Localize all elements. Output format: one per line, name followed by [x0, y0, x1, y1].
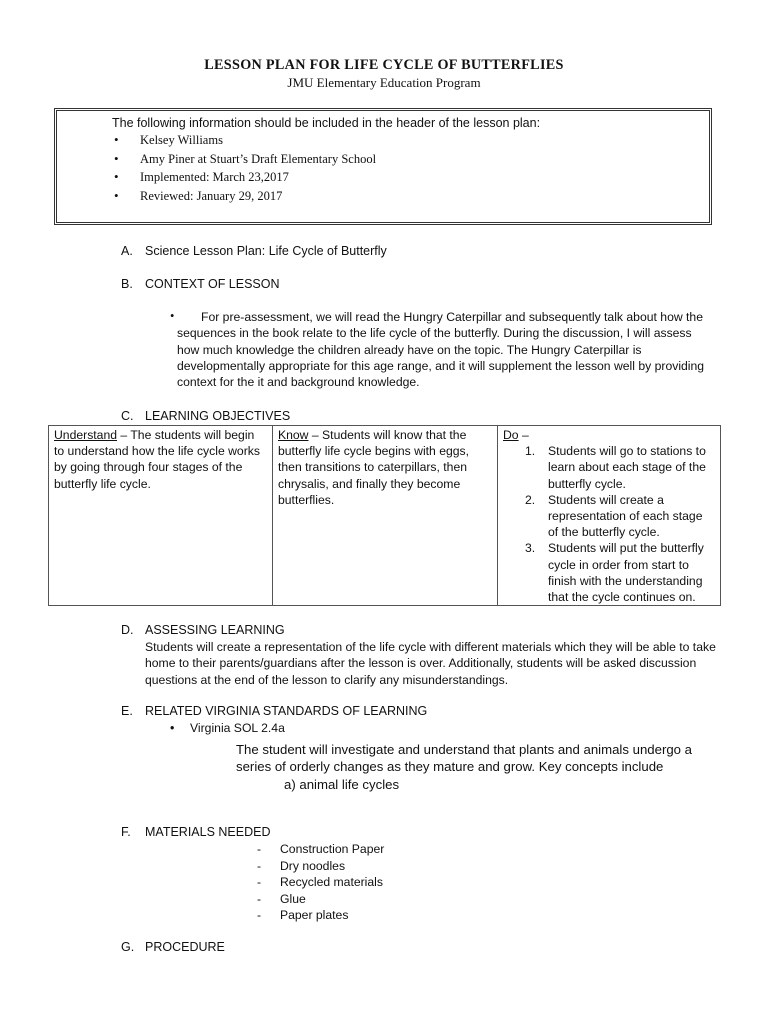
section-b-heading	[121, 277, 280, 291]
materials-list	[257, 841, 384, 924]
header-item-implemented: • Implemented: March 23,2017	[112, 168, 376, 187]
do-cell	[498, 426, 721, 606]
section-c-title: LEARNING OBJECTIVES	[145, 409, 291, 423]
learning-objectives-table	[48, 425, 721, 606]
list-item: - Glue	[257, 891, 384, 908]
assessing-paragraph: Students will create a representation of the life cycle with different materials which they will be able to take home to their parents/guardians after the lesson is over. Additionally, students will be asked discussion questions at the end of the lesson to clarify any misunderstandings.	[145, 640, 716, 687]
section-b-title: CONTEXT OF LESSON	[145, 277, 280, 291]
section-f-title: MATERIALS NEEDED	[145, 825, 271, 839]
section-f-heading	[121, 825, 271, 839]
header-info-list	[112, 131, 376, 205]
section-e-letter: E.	[121, 704, 133, 718]
section-e-title: RELATED VIRGINIA STANDARDS OF LEARNING	[145, 704, 428, 718]
understand-text: – The students will begin to understand how the life cycle works by going through four stages of the butterfly life cycle.	[54, 428, 260, 491]
section-a-letter: A.	[121, 244, 133, 258]
list-item	[503, 492, 715, 541]
list-item: - Paper plates	[257, 907, 384, 924]
know-text: – Students will know that the butterfly life cycle begins with eggs, then transitions to caterpillars, then chrysalis, and finally they become butterflies.	[278, 428, 470, 507]
header-item-reviewed: • Reviewed: January 29, 2017	[112, 187, 376, 206]
context-paragraph: For pre-assessment, we will read the Hungry Caterpillar and subsequently talk about how the sequences in the book relate to the life cycle of the butterfly. During the discussion, I will assess how much knowledge the children already have on the topic. The Hungry Caterpillar is developmentally appropriate for this age range, and it will supplement the lesson well by providing context for the it and background knowledge.	[177, 310, 705, 390]
do-label: Do	[503, 428, 519, 442]
header-intro-text: The following information should be included in the header of the lesson plan:	[112, 116, 541, 130]
list-item	[503, 443, 715, 492]
section-g-letter: G.	[121, 940, 135, 954]
header-item-teacher: • Kelsey Williams	[112, 131, 376, 150]
sol-bullet-text: Virginia SOL 2.4a	[190, 721, 285, 735]
section-c-letter: C.	[121, 409, 134, 423]
understand-label: Understand	[54, 428, 118, 442]
document-title: LESSON PLAN FOR LIFE CYCLE OF BUTTERFLIES	[204, 57, 564, 73]
do-item-text: Students will create a representation of each stage of the butterfly cycle.	[548, 492, 703, 540]
context-bullet-icon: •	[170, 309, 175, 323]
list-item: - Recycled materials	[257, 874, 384, 891]
section-a-title: Science Lesson Plan: Life Cycle of Butterfly	[145, 244, 387, 258]
standard-text: The student will investigate and understand that plants and animals undergo a series of orderly changes as they mature and grow. Key concepts include	[236, 742, 692, 775]
section-d-title: ASSESSING LEARNING	[145, 623, 285, 637]
do-item-text: Students will go to stations to learn about each stage of the butterfly cycle.	[548, 444, 706, 491]
sol-bullet-icon: •	[170, 721, 175, 735]
standard-sub-item: a) animal life cycles	[284, 777, 400, 792]
do-item-number: 3.	[525, 541, 536, 556]
do-item-text: Students will put the butterfly cycle in order from start to finish with the understanding that the cycle continues on.	[548, 541, 704, 605]
do-item-number: 2.	[525, 492, 536, 507]
section-g-title: PROCEDURE	[145, 940, 225, 954]
do-list	[503, 443, 715, 605]
document-subtitle: JMU Elementary Education Program	[287, 75, 481, 90]
list-item	[503, 540, 715, 605]
section-a-heading	[121, 244, 387, 258]
section-f-letter: F.	[121, 825, 131, 839]
understand-cell	[49, 426, 273, 606]
do-item-number: 1.	[525, 444, 536, 459]
know-cell	[273, 426, 498, 606]
list-item: - Construction Paper	[257, 841, 384, 858]
section-d-letter: D.	[121, 623, 134, 637]
section-g-heading	[121, 940, 225, 954]
do-suffix: –	[518, 428, 529, 442]
section-c-heading	[121, 409, 290, 423]
know-label: Know	[278, 428, 309, 442]
section-e-heading	[121, 704, 427, 718]
section-b-letter: B.	[121, 277, 133, 291]
list-item: - Dry noodles	[257, 858, 384, 875]
table-row	[49, 426, 721, 606]
section-d-heading	[121, 623, 285, 637]
header-item-school: • Amy Piner at Stuart’s Draft Elementary School	[112, 150, 376, 169]
